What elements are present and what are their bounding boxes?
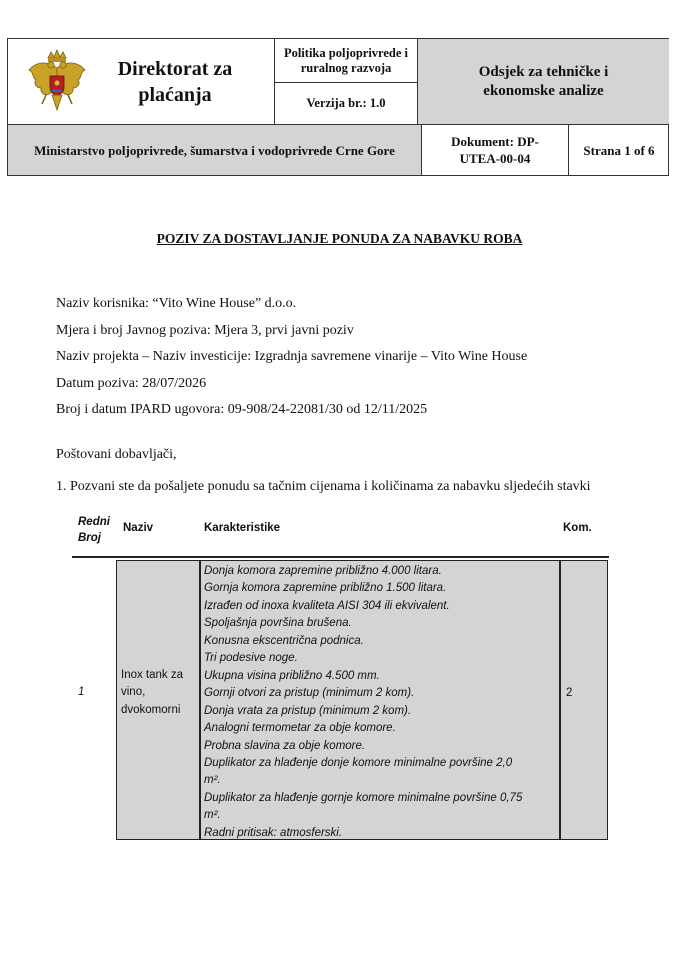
- department-cell: [418, 39, 669, 125]
- spec-line: Duplikator za hlađenje donje komore minimalne površine 2,0: [204, 756, 513, 769]
- spec-line: Gornja komora zapremine približno 1.500 litara.: [204, 582, 447, 595]
- header-specs: Karakteristike: [204, 522, 281, 534]
- spec-line: Izrađen od inoxa kvaliteta AISI 304 ili ekvivalent.: [204, 599, 450, 612]
- policy-text: Politika poljoprivrede i ruralnog razvoja: [283, 45, 409, 75]
- intro-paragraph: 1. Pozvani ste da pošaljete ponudu sa tačnim cijenama i količinama za nabavku sljedećih stavki: [56, 479, 591, 494]
- spec-line: Tri podesive noge.: [204, 652, 298, 665]
- item-name-cell: [116, 560, 200, 840]
- item-qty: 2: [566, 687, 573, 699]
- org-title: Direktorat za plaćanja: [117, 57, 233, 106]
- document-code: Dokument: DP-UTEA-00-04: [451, 134, 539, 166]
- item-name: [121, 667, 183, 719]
- header-no: [78, 514, 110, 546]
- spec-line: Gornji otvori za pristup (minimum 2 kom).: [204, 687, 415, 700]
- beneficiary-line: Naziv korisnika: “Vito Wine House” d.o.o.: [56, 296, 297, 311]
- item-specs-cell: [200, 560, 560, 840]
- spec-line: Ukupna visina približno 4.500 mm.: [204, 669, 380, 682]
- page-title: POZIV ZA DOSTAVLJANJE PONUDA ZA NABAVKU ROBA: [156, 231, 523, 246]
- version-cell: [275, 83, 418, 125]
- header-qty: Kom.: [563, 522, 592, 534]
- header-name: Naziv: [123, 522, 154, 534]
- department-text: Odsjek za tehničke i ekonomske analize: [478, 63, 609, 99]
- document-cell: [422, 125, 569, 175]
- policy-cell: [275, 39, 418, 83]
- project-line: Naziv projekta – Naziv investicije: Izgradnja savremene vinarije – Vito Wine House: [56, 349, 528, 364]
- spec-line: Duplikator za hlađenje gornje komore minimalne površine 0,75: [204, 791, 523, 804]
- item-name-line: Inox tank za: [121, 669, 184, 681]
- spec-line: Radni pritisak: atmosferski.: [204, 826, 343, 839]
- org-cell: [8, 39, 275, 125]
- row-number: 1: [78, 686, 85, 698]
- ministry-cell: [8, 125, 422, 175]
- item-qty-cell: [560, 560, 608, 840]
- spec-line: m².: [204, 809, 221, 822]
- contract-line: Broj i datum IPARD ugovora: 09-908/24-22081/30 od 12/11/2025: [56, 402, 428, 417]
- page-number: Strana 1 of 6: [583, 142, 655, 158]
- item-name-line: dvokomorni: [121, 703, 181, 716]
- coat-of-arms-icon: [26, 48, 88, 116]
- spec-line: Probna slavina za obje komore.: [204, 739, 366, 752]
- measure-line: Mjera i broj Javnog poziva: Mjera 3, prvi javni poziv: [56, 323, 354, 338]
- spec-line: Donja vrata za pristup (minimum 2 kom).: [204, 704, 412, 717]
- date-line: Datum poziva: 28/07/2026: [56, 376, 207, 391]
- header-no-line2: Broj: [78, 532, 101, 544]
- header-no-line1: Redni: [78, 516, 110, 528]
- items-table: [72, 556, 609, 841]
- page-cell: [569, 125, 669, 175]
- ministry-text: Ministarstvo poljoprivrede, šumarstva i vodoprivrede Crne Gore: [34, 142, 395, 158]
- version-text: Verzija br.: 1.0: [306, 96, 386, 110]
- spec-line: Konusna ekscentrična podnica.: [204, 634, 364, 647]
- spec-line: Donja komora zapremine približno 4.000 litara.: [204, 565, 442, 577]
- document-header: [7, 38, 669, 176]
- spec-line: m².: [204, 774, 221, 787]
- item-name-line: vino,: [121, 686, 146, 699]
- greeting: Poštovani dobavljači,: [56, 447, 177, 462]
- spec-line: Spoljašnja površina brušena.: [204, 617, 352, 630]
- spec-line: Analogni termometar za obje komore.: [204, 722, 396, 735]
